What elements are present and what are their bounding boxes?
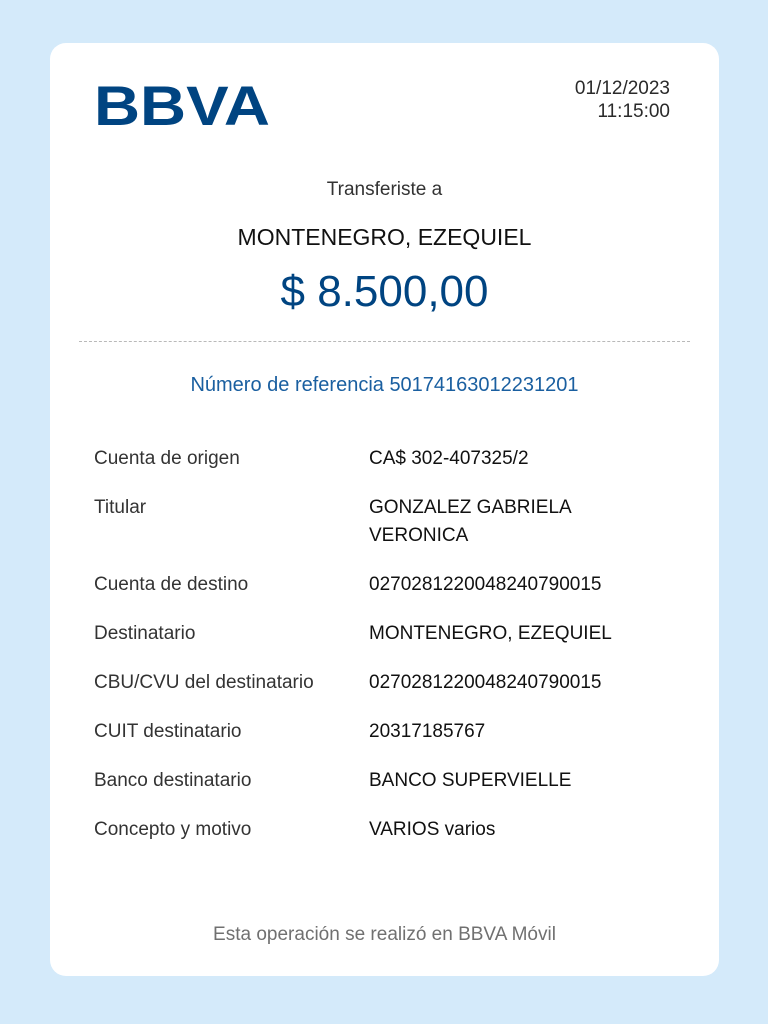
transfer-label: Transferiste a bbox=[326, 179, 443, 200]
bbva-logo bbox=[94, 80, 272, 128]
detail-label: Cuenta de destino bbox=[94, 574, 249, 595]
receipt-card bbox=[50, 43, 719, 976]
detail-row-destination-account bbox=[94, 571, 684, 599]
detail-row-origin-account bbox=[94, 445, 684, 473]
reference-number: Número de referencia 50174163012231201 bbox=[190, 374, 579, 396]
transfer-amount: $ 8.500,00 bbox=[280, 267, 489, 316]
detail-row-bank bbox=[94, 767, 684, 795]
detail-value: GONZALEZ GABRIELA VERONICA bbox=[369, 497, 571, 546]
footer-note: Esta operación se realizó en BBVA Móvil bbox=[213, 924, 556, 945]
detail-label: CBU/CVU del destinatario bbox=[94, 672, 314, 693]
detail-value: MONTENEGRO, EZEQUIEL bbox=[369, 623, 612, 644]
transaction-date: 01/12/2023 bbox=[574, 78, 670, 99]
detail-value: CA$ 302-407325/2 bbox=[369, 448, 529, 469]
detail-label: Destinatario bbox=[94, 623, 196, 644]
detail-row-recipient bbox=[94, 620, 684, 648]
detail-value: 20317185767 bbox=[369, 721, 486, 742]
detail-label: Banco destinatario bbox=[94, 770, 252, 791]
detail-value: VARIOS varios bbox=[369, 819, 496, 840]
transaction-datetime bbox=[575, 77, 670, 123]
detail-row-holder bbox=[94, 494, 684, 550]
detail-label: CUIT destinatario bbox=[94, 721, 242, 742]
detail-value: 0270281220048240790015 bbox=[369, 574, 602, 595]
detail-label: Concepto y motivo bbox=[94, 819, 252, 840]
dashed-divider bbox=[79, 341, 690, 342]
svg-text:BBVA: BBVA bbox=[94, 80, 270, 128]
detail-label: Cuenta de origen bbox=[94, 448, 240, 469]
transaction-time: 11:15:00 bbox=[597, 101, 670, 122]
detail-row-cbu bbox=[94, 669, 684, 697]
recipient-name: MONTENEGRO, EZEQUIEL bbox=[237, 224, 532, 250]
detail-row-concept bbox=[94, 816, 684, 844]
detail-value: BANCO SUPERVIELLE bbox=[369, 770, 572, 791]
detail-value: 0270281220048240790015 bbox=[369, 672, 602, 693]
detail-row-cuit bbox=[94, 718, 684, 746]
detail-label: Titular bbox=[94, 497, 147, 518]
details-list bbox=[94, 445, 684, 865]
